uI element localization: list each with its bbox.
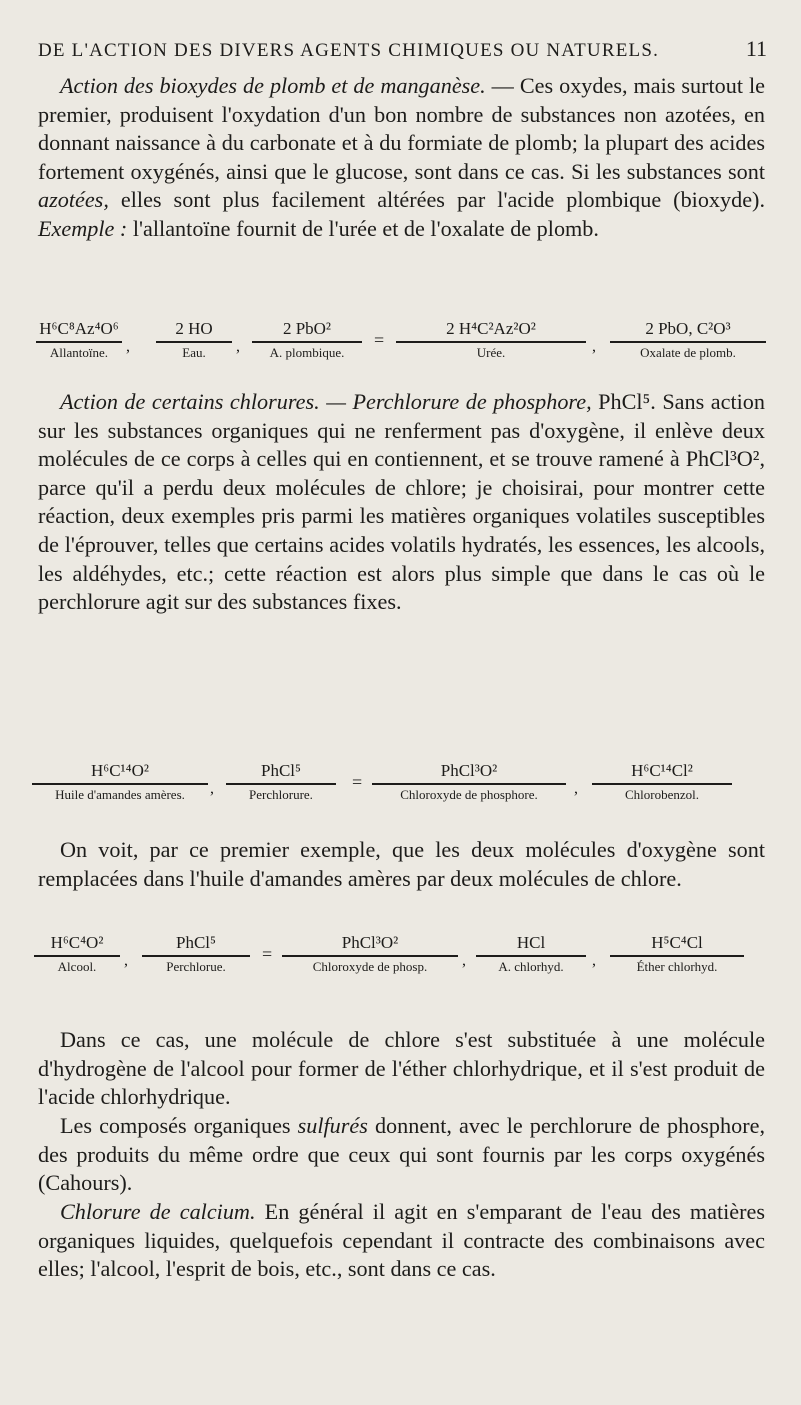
equation-alcool: H⁶C⁴O² Alcool. , PhCl⁵ Perchlorue. = PhCl³O² Chloroxyde de phosp. , HCl A. chlorhyd. , H⁵C⁴Cl Éther chlorhyd. bbox=[30, 932, 770, 972]
equation-term: 2 H⁴C²Az²O² Urée. bbox=[396, 318, 586, 361]
equation-term: 2 PbO² A. plombique. bbox=[252, 318, 362, 361]
page-number: 11 bbox=[745, 36, 767, 61]
equation-term: PhCl⁵ Perchlorue. bbox=[142, 932, 250, 975]
equation-term: 2 HO Eau. bbox=[156, 318, 232, 361]
paragraph-chlorure-calcium: Chlorure de calcium. En général il agit en s'emparant de l'eau des matières organiques liquides, quelquefois cependant il contracte des combinaisons avec elles; l'alcool, l'esprit de bois, etc., sont dans ce cas. bbox=[38, 1199, 765, 1282]
paragraph-premier-exemple: On voit, par ce premier exemple, que les deux molécules d'oxygène sont remplacées dans l'huile d'amandes amères par deux molécules de chlore. bbox=[38, 837, 765, 891]
equation-term: H⁶C¹⁴Cl² Chlorobenzol. bbox=[592, 760, 732, 803]
paragraph-heading: Chlorure de calcium. bbox=[60, 1199, 256, 1224]
equation-allantoine: H⁶C⁸Az⁴O⁶ Allantoïne. , 2 HO Eau. , 2 PbO² A. plombique. = 2 H⁴C²Az²O² Urée. , 2 PbO, C²O³ Oxalate de plomb. bbox=[30, 318, 770, 358]
paragraph-bioxydes: Action des bioxydes de plomb et de manganèse. — Ces oxydes, mais surtout le premier, produisent l'oxydation d'un bon nombre de substances non azotées, en donnant naissance à du carbonate et à du formiate de plomb; la plupart des acides fortement oxygénés, ainsi que le glucose, sont dans ce cas. Si les substances sont azotées, elles sont plus facilement altérées par l'acide plombique (bioxyde). Exemple : l'allantoïne fournit de l'urée et de l'oxalate de plomb. bbox=[38, 73, 765, 241]
paragraph-heading: Action de certains chlorures. — Perchlorure de phosphore, bbox=[60, 389, 592, 414]
equation-term: PhCl⁵ Perchlorure. bbox=[226, 760, 336, 803]
equation-term: H⁶C¹⁴O² Huile d'amandes amères. bbox=[32, 760, 208, 803]
equation-term: HCl A. chlorhyd. bbox=[476, 932, 586, 975]
equation-term: H⁶C⁴O² Alcool. bbox=[34, 932, 120, 975]
paragraph-sulfures: Les composés organiques sulfurés donnent, avec le perchlorure de phosphore, des produits du même ordre que ceux qui sont fournis par les corps oxygénés (Cahours). bbox=[38, 1113, 765, 1196]
equation-term: PhCl³O² Chloroxyde de phosphore. bbox=[372, 760, 566, 803]
running-title: DE L'ACTION DES DIVERS AGENTS CHIMIQUES OU NATURELS. bbox=[38, 40, 660, 61]
equation-term: H⁵C⁴Cl Éther chlorhyd. bbox=[610, 932, 744, 975]
equation-term: PhCl³O² Chloroxyde de phosp. bbox=[282, 932, 458, 975]
paragraph-perchlorure: Action de certains chlorures. — Perchlorure de phosphore, PhCl⁵. Sans action sur les substances organiques qui ne renferment pas d'oxygène, il enlève deux molécules de ce corps à celles qui en contiennent, et se trouve ramené à PhCl³O², parce qu'il a perdu deux molécules de chlore; je choisirai, pour montrer cette réaction, deux exemples pris parmi les matières organiques volatiles susceptibles de l'éprouver, telles que certains acides volatils hydratés, les essences, les alcools, les aldéhydes, etc.; cette réaction est alors plus simple que dans le cas où le perchlorure agit sur des substances fixes. bbox=[38, 389, 765, 615]
paragraph-substitution: Dans ce cas, une molécule de chlore s'est substituée à une molécule d'hydrogène de l'alcool pour former de l'éther chlorhydrique, et il s'est produit de l'acide chlorhydrique. bbox=[38, 1027, 765, 1110]
equation-amandes: H⁶C¹⁴O² Huile d'amandes amères. , PhCl⁵ Perchlorure. = PhCl³O² Chloroxyde de phosphore. , H⁶C¹⁴Cl² Chlorobenzol. bbox=[30, 760, 770, 800]
equation-term: H⁶C⁸Az⁴O⁶ Allantoïne. bbox=[36, 318, 122, 361]
equation-term: 2 PbO, C²O³ Oxalate de plomb. bbox=[610, 318, 766, 361]
paragraph-heading: Action des bioxydes de plomb et de manganèse. bbox=[60, 73, 486, 98]
running-header bbox=[38, 36, 767, 62]
